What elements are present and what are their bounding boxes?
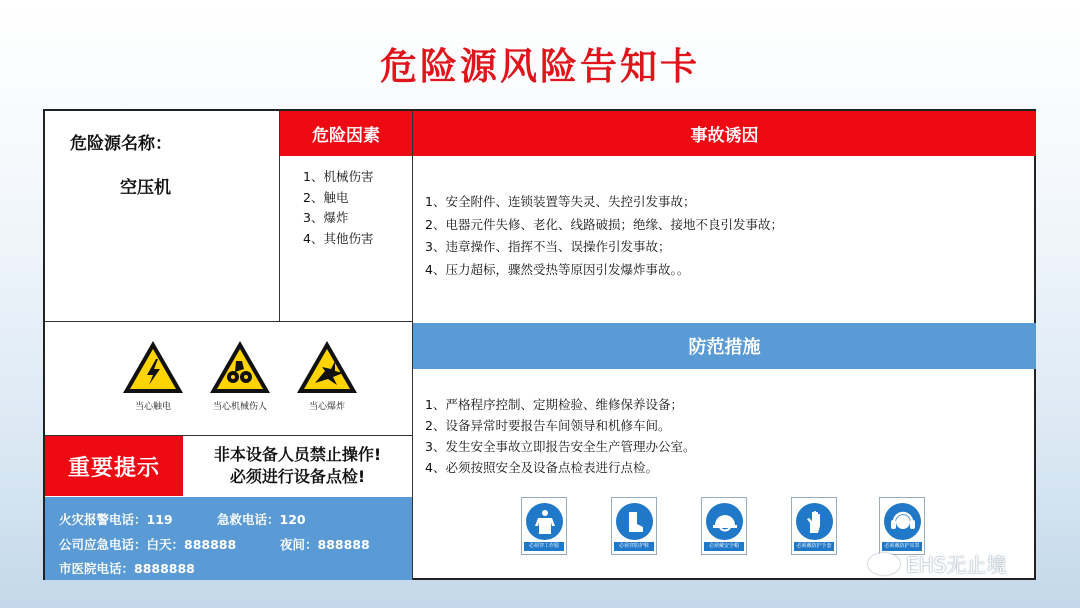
wechat-icon <box>868 553 900 575</box>
emergency-contacts <box>45 497 412 580</box>
ear-protector-icon <box>890 510 916 534</box>
list-item: 2、电器元件失修、老化、线路破损；绝缘、接地不良引发事故； <box>425 216 783 232</box>
ppe-sign-gloves <box>791 497 837 555</box>
fire-phone: 火灾报警电话：119 <box>59 512 173 527</box>
watermark <box>868 549 1006 578</box>
watermark-text: EHS无止境 <box>906 553 1007 577</box>
protective-gloves-icon <box>803 509 827 535</box>
ppe-sign-work-clothes <box>521 497 567 555</box>
electric-shock-warning-icon <box>121 339 185 395</box>
ppe-sign-boots <box>611 497 657 555</box>
hazard-name-label: 危险源名称： <box>70 134 172 154</box>
list-item: 1、机械伤害 <box>303 169 374 184</box>
hospital-phone: 市医院电话：8888888 <box>59 561 195 576</box>
list-item: 3、发生安全事故立即报告安全生产管理办公室。 <box>425 439 696 454</box>
ppe-caption: 必须戴防护耳罩 <box>882 542 922 551</box>
list-item: 4、其他伤害 <box>303 230 374 246</box>
warning-sign-electric <box>108 339 198 412</box>
list-item: 3、爆炸 <box>303 210 349 225</box>
list-item: 2、触电 <box>303 189 349 205</box>
list-item: 4、压力超标，骤然受热等原因引发爆炸事故。。 <box>425 261 690 277</box>
notice-line: 非本设备人员禁止操作! <box>213 445 382 464</box>
list-item: 4、必须按照安全及设备点检表进行点检。 <box>425 460 658 475</box>
list-item: 3、违章操作、指挥不当、误操作引发事故； <box>425 239 671 254</box>
safety-helmet-icon <box>712 511 738 533</box>
ppe-caption: 必须戴安全帽 <box>704 542 744 551</box>
measures-header: 防范措施 <box>413 323 1036 369</box>
important-label: 重要提示 <box>45 436 183 496</box>
ppe-caption: 必须戴防护手套 <box>794 542 834 551</box>
warning-sign-explosion <box>282 339 372 412</box>
company-phone: 公司应急电话：白天：888888 <box>59 537 237 552</box>
list-item: 1、安全附件、连锁装置等失灵、失控引发事故； <box>425 194 696 209</box>
warning-sign-caption: 当心机械伤人 <box>212 402 267 412</box>
explosion-warning-icon <box>295 339 359 395</box>
work-clothes-icon <box>533 509 557 535</box>
night-phone: 夜间：888888 <box>280 537 370 552</box>
ambulance-phone: 急救电话：120 <box>217 512 306 527</box>
ppe-caption: 必须穿防护鞋 <box>614 542 654 551</box>
important-notice <box>184 436 411 496</box>
risk-notice-card <box>43 109 1036 580</box>
warning-sign-caption: 当心爆炸 <box>308 402 345 412</box>
factors-header: 危险因素 <box>280 111 412 156</box>
ppe-sign-helmet <box>701 497 747 555</box>
protective-boots-icon <box>623 510 647 534</box>
ppe-caption: 必须穿工作服 <box>524 542 564 551</box>
machine-injury-warning-icon <box>208 339 272 395</box>
factors-list <box>303 167 373 249</box>
list-item: 1、严格程序控制、定期检验、维修保养设备； <box>425 397 683 412</box>
hazard-name-value: 空压机 <box>120 178 171 198</box>
warning-sign-caption: 当心触电 <box>134 402 171 412</box>
measures-list <box>425 394 695 478</box>
warning-sign-machine <box>195 339 285 412</box>
list-item: 2、设备异常时要报告车间领导和机修车间。 <box>425 418 671 433</box>
page-title: 危险源风险告知卡 <box>380 45 700 88</box>
notice-line: 必须进行设备点检! <box>229 467 366 486</box>
divider <box>45 321 412 322</box>
ppe-sign-ear-protector <box>879 497 925 555</box>
causes-list <box>425 191 783 281</box>
causes-header: 事故诱因 <box>413 111 1036 156</box>
